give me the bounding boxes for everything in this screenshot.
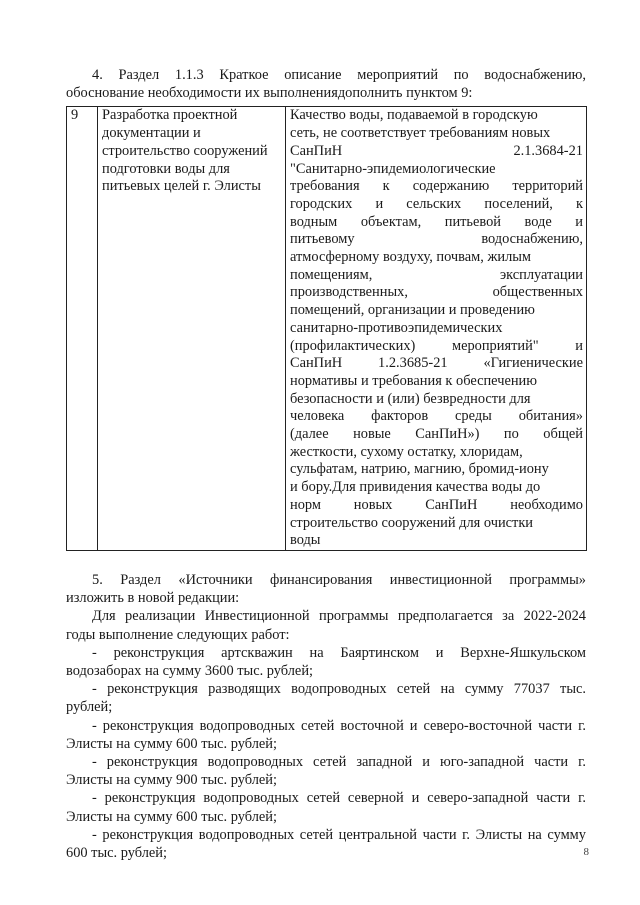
desc-line: Качество воды, подаваемой в городскую [290,107,538,124]
section-5 [66,571,586,862]
desc-line: СанПиН 2.1.3684-21 [290,142,583,159]
work-item-line2: рублей; [66,699,113,716]
desc-line: человека факторов среды обитания» [290,408,583,425]
name-line: питьевых целей г. Элисты [102,178,261,195]
desc-line: атмосферному воздуху, почвам, жилым [290,249,532,266]
work-item-line2: Элисты на сумму 900 тыс. рублей; [66,772,277,789]
desc-line: сульфатам, натрию, магнию, бромид-иону [290,461,549,478]
desc-line: сеть, не соответствует требованиям новых [290,125,551,142]
work-item-line1: - реконструкция водопроводных сетей северной и северо-западной части г. [92,790,586,807]
desc-line: строительство сооружений для очистки [290,514,534,531]
desc-line: санитарно-противоэпидемических [290,319,503,336]
desc-line: помещений, организации и проведению [290,302,535,319]
work-item-line2: водозаборах на сумму 3600 тыс. рублей; [66,663,314,679]
work-item-line1: - реконструкция водопроводных сетей восточной и северо-восточной части г. [92,717,586,734]
desc-line: СанПиН 1.2.3685-21 «Гигиенические [290,355,583,372]
desc-line: производственных, общественных [290,284,583,301]
work-item-line1: - реконструкция артскважин на Баяртинском и Верхне-Яшкульском [92,644,586,661]
desc-line: городских и сельских поселений, к [290,195,583,212]
desc-line: "Санитарно-эпидемиологические [290,160,496,177]
name-line: подготовки воды для [102,160,230,177]
desc-line: требования к содержанию территорий [290,178,583,195]
row-number-cell: 9 [67,107,98,551]
name-line: строительство сооружений [102,142,268,159]
desc-line: и бору.Для привидения качества воды до [290,479,541,496]
page-number: 8 [583,846,589,858]
measures-table [66,106,587,551]
desc-line: нормативы и требования к обеспечению [290,372,537,389]
item5-line2: изложить в новой редакции: [66,590,240,607]
desc-line: безопасности и (или) безвредности для [290,390,531,407]
funding-intro-line2: годы выполнение следующих работ: [66,626,290,643]
work-item-line2: Элисты на сумму 600 тыс. рублей; [66,808,277,825]
work-item-line2: 600 тыс. рублей; [66,845,167,862]
desc-line: питьевому водоснабжению, [290,231,583,248]
desc-line: (профилактических) мероприятий" и [290,337,583,354]
desc-line: помещениям, эксплуатации [290,266,583,283]
item4-line2: обоснование необходимости их выполнениядополнить пунктом 9: [66,85,473,102]
measure-name-cell [98,107,286,551]
work-item-line1: - реконструкция разводящих водопроводных сетей на сумму 77037 тыс. [92,681,586,698]
measure-description-cell [286,107,587,551]
work-item-line2: Элисты на сумму 600 тыс. рублей; [66,735,277,752]
table-row [67,107,587,551]
item4-line1: 4. Раздел 1.1.3 Краткое описание мероприятий по водоснабжению, [92,67,586,83]
item5-line1: 5. Раздел «Источники финансирования инвестиционной программы» [92,571,586,588]
name-line: Разработка проектной [102,107,238,124]
name-line: документации и [102,125,201,142]
desc-line: жесткости, сухому остатку, хлоридам, [290,443,523,460]
desc-line: водным объектам, питьевой воде и [290,213,583,230]
funding-intro-line1: Для реализации Инвестиционной программы предполагается за 2022-2024 [92,608,586,625]
work-item-line1: - реконструкция водопроводных сетей центральной части г. Элисты на сумму [92,826,586,843]
desc-line: воды [290,532,321,549]
desc-line: (далее новые СанПиН») по общей [290,426,583,443]
document-page [66,66,586,862]
desc-line: норм новых СанПиН необходимо [290,496,583,513]
work-item-line1: - реконструкция водопроводных сетей западной и юго-западной части г. [92,754,586,771]
